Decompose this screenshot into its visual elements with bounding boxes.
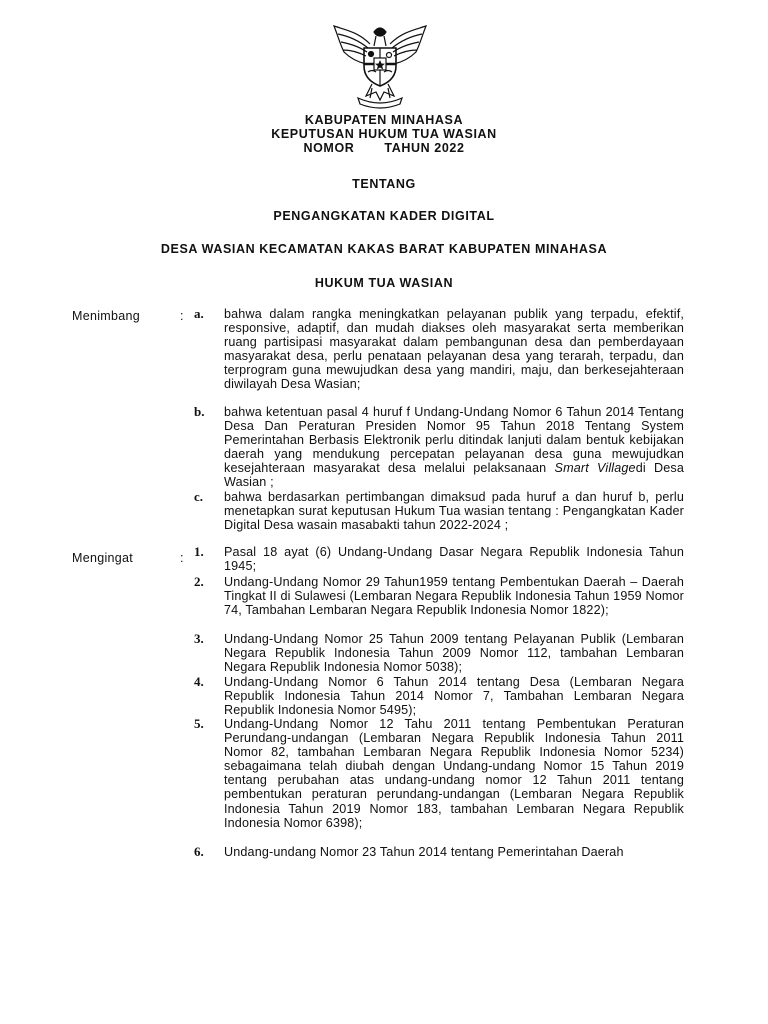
decree-title: KEPUTUSAN HUKUM TUA WASIAN <box>271 127 497 141</box>
regency-name: KABUPATEN MINAHASA <box>304 113 464 127</box>
garuda-emblem-icon <box>330 22 430 110</box>
item-text-before: bahwa ketentuan pasal 4 huruf f Undang-Undang Nomor 6 Tahun 2014 Tentang Desa Dan Peraturan Presiden Nomor 95 Tahun 2018 Tentang System Pemerintahan Berbasis Elektronik perlu ditindak lanjuti dalam bentuk kebijakan daerah yang mendukung percepatan pelayanan desa guna mewujudkan kesejahteraan masyarakat desa melalui pelaksanaan <box>224 405 684 476</box>
tentang-heading: TENTANG <box>352 177 416 191</box>
item-marker: 2. <box>194 574 204 589</box>
subject-heading: PENGANGKATAN KADER DIGITAL <box>273 209 495 223</box>
item-text: bahwa berdasarkan pertimbangan dimaksud pada huruf a dan huruf b, perlu menetapkan surat keputusan Hukum Tua wasian tentang : Pengangkatan Kader Digital Desa wasain masabakti tahun 2022-2024 ; <box>224 490 684 533</box>
item-text <box>224 405 684 490</box>
mengingat-label: Mengingat <box>72 551 134 565</box>
item-text: Undang-Undang Nomor 6 Tahun 2014 tentang Desa (Lembaran Negara Republik Indonesia Tahun 2014 Nomor 7, Tambahan Lembaran Negara Republik Indonesia Nomor 5495); <box>224 675 684 718</box>
item-marker: a. <box>194 306 204 321</box>
nomor-label: NOMOR <box>303 141 355 155</box>
location-heading: DESA WASIAN KECAMATAN KAKAS BARAT KABUPATEN MINAHASA <box>160 242 608 256</box>
title-block <box>0 113 768 155</box>
item-marker: 5. <box>194 716 204 731</box>
item-marker: c. <box>194 489 204 504</box>
item-text: Undang-undang Nomor 23 Tahun 2014 tentang Pemerintahan Daerah <box>224 845 624 859</box>
authority-heading: HUKUM TUA WASIAN <box>314 276 454 290</box>
decree-number-line <box>0 141 768 155</box>
item-text: Undang-Undang Nomor 25 Tahun 2009 tentang Pelayanan Publik (Lembaran Negara Republik Indonesia Tahun 2009 Nomor 112, tambahan Lembaran Negara Republik Indonesia Nomor 5038); <box>224 632 684 675</box>
item-text: Undang-Undang Nomor 29 Tahun1959 tentang Pembentukan Daerah – Daerah Tingkat II di Sulawesi (Lembaran Negara Republik Indonesia Tahun 1959 Nomor 74, Tambahan Lembaran Negara Republik Indonesia Nomor 1822); <box>224 575 684 618</box>
item-text: Pasal 18 ayat (6) Undang-Undang Dasar Negara Republik Indonesia Tahun 1945; <box>224 545 684 574</box>
item-marker: 4. <box>194 674 204 689</box>
mengingat-colon: : <box>180 551 184 565</box>
item-text: bahwa dalam rangka meningkatkan pelayanan publik yang terpadu, efektif, responsive, adaptif, dan mudah diakses oleh masyarakat serta memberikan ruang partisipasi masyarakat dalam pembangunan desa dan pemberdayaan masyarakat desa, perlu penataan pelayanan desa yang terarah, terpadu, dan terprogram guna mewujudkan desa yang mandiri, maju, dan berkesejahteraan diwilayah Desa Wasian; <box>224 307 684 392</box>
item-marker: 3. <box>194 631 204 646</box>
item-text-after: di Desa Wasian ; <box>224 461 684 490</box>
item-text-italic: Smart Village <box>554 461 636 476</box>
menimbang-colon: : <box>180 309 184 323</box>
item-text: Undang-Undang Nomor 12 Tahu 2011 tentang Pembentukan Peraturan Perundang-undangan (Lembaran Negara Republik Indonesia Tahun 2011 Nomor 82, tambahan Lembaran Negara Republik Indonesia Nomor 5234) sebagaimana telah diubah dengan Undang-undang Nomor 15 Tahun 2019 tentang perubahan atas undang-undang nomor 12 Tahun 2011 tentang pembentukan peraturan perundang-undangan (Lembaran Negara Republik Indonesia Tahun 2019 Nomor 183, tambahan Lembaran Negara Republik Indonesia Nomor 6398); <box>224 717 684 830</box>
item-marker: 6. <box>194 844 204 859</box>
item-marker: b. <box>194 404 205 419</box>
tahun-label: TAHUN 2022 <box>384 141 465 155</box>
menimbang-label: Menimbang <box>72 309 141 323</box>
item-marker: 1. <box>194 544 204 559</box>
